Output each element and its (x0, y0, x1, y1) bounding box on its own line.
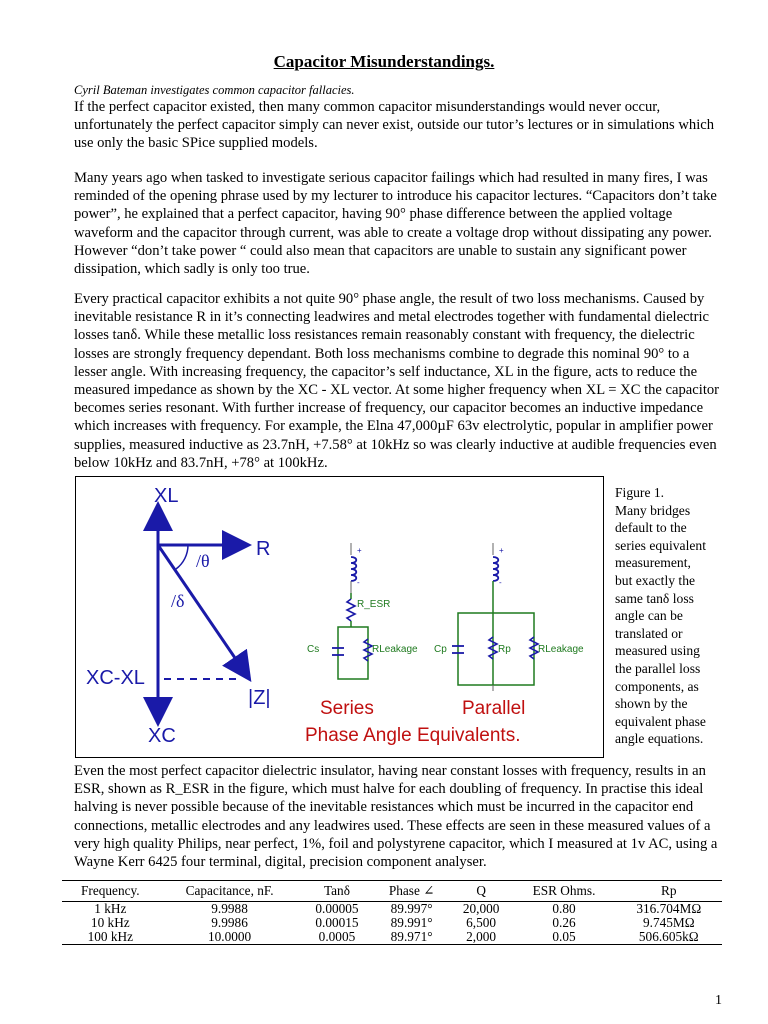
label-rleakage-series: RLeakage (372, 644, 418, 655)
label-xl: XL (154, 485, 179, 507)
caption-line: equivalent phase (615, 713, 706, 729)
col-capacitance: Capacitance, nF. (159, 881, 301, 902)
table-cell: 89.971° (373, 930, 449, 945)
col-esr: ESR Ohms. (512, 881, 615, 902)
label-parallel: Parallel (462, 698, 526, 719)
table-cell: 316.704MΩ (636, 901, 702, 916)
caption-line: angle can be (615, 608, 683, 624)
label-rp: Rp (498, 644, 511, 655)
caption-line: measured using (615, 643, 700, 659)
table-cell: 0.0005 (301, 930, 374, 945)
table-cell: 20,000 (462, 901, 500, 916)
measurement-table (62, 880, 722, 945)
caption-line: shown by the (615, 696, 688, 712)
caption-line: but exactly the (615, 572, 696, 588)
col-frequency: Frequency. (62, 881, 159, 902)
table-cell: 0.00005 (315, 901, 359, 916)
col-rp: Rp (616, 881, 722, 902)
series-circuit (332, 543, 372, 679)
parallel-minus: - (499, 578, 502, 587)
caption-line: measurement, (615, 555, 691, 571)
label-xcxl: XC-XL (86, 667, 145, 689)
table-cell: 10 kHz (90, 915, 130, 930)
series-minus: - (357, 578, 360, 587)
caption-line: components, as (615, 678, 699, 694)
figure-caption (615, 484, 730, 748)
table-cell: 0.26 (552, 915, 576, 930)
table-row (62, 930, 722, 945)
table-cell: 0.00015 (315, 915, 359, 930)
label-theta: /θ (196, 551, 210, 571)
caption-line: translated or (615, 625, 683, 641)
table-cell: 9.9986 (211, 915, 248, 930)
parallel-plus: + (499, 546, 504, 555)
table-header-row (62, 881, 722, 902)
label-phase-angle-equivalents: Phase Angle Equivalents. (305, 725, 521, 746)
table-cell: 100 kHz (62, 930, 159, 945)
table-cell: 9.745MΩ (642, 915, 695, 930)
series-plus: + (357, 546, 362, 555)
caption-line: default to the (615, 520, 687, 536)
parallel-circuit (452, 543, 538, 691)
page-number: 1 (715, 993, 722, 1008)
byline: Cyril Bateman investigates common capacitor fallacies. (74, 83, 355, 97)
caption-line: angle equations. (615, 731, 704, 747)
table-cell: 0.80 (552, 901, 576, 916)
caption-line: series equivalent (615, 537, 706, 553)
page-title: Capacitor Misunderstandings. (273, 52, 495, 71)
label-series: Series (320, 698, 374, 719)
label-cs: Cs (307, 644, 320, 655)
caption-line: the parallel loss (615, 660, 701, 676)
table-cell: 9.9988 (211, 901, 248, 916)
label-cp: Cp (434, 644, 447, 655)
label-r: R (256, 538, 271, 560)
col-q: Q (450, 881, 513, 902)
paragraph: Every practical capacitor exhibits a not quite 90° phase angle, the result of two loss mechanisms. Caused by inevitable resistance R in it’s connecting leadwires and metal electrodes together with fundamental dielectric losses tanδ. While these metallic loss resistances remain reasonably constant with frequency, the dielectric losses are strongly frequency dependant. Both loss mechanisms combine to degrade this nominal 90° to a lesser angle. With increasing frequency, the capacitor’s self inductance, XL in the figure, acts to reduce the measured impedance as shown by the XC - XL vector. At some higher frequency when XL = XC the capacitor becomes series resonant. With further increase of frequency, our capacitor becomes an inductive impedance which increases with frequency. For example, the Elna 47,000µF 63v electrolytic, popular in amplifier power supplies, measured inductive as 23.7nH, +7.58° at 10kHz so was clearly inductive at audible frequencies even below 10kHz and 83.7nH, +78° at 100kHz. (74, 291, 720, 471)
table-cell: 6,500 (466, 915, 497, 930)
paragraph: Even the most perfect capacitor dielectric insulator, having near constant losses with frequency, results in an ESR, shown as R_ESR in the figure, which must halve for each doubling of frequency. In practise this ideal halving is never possible because of the inevitable resistances which must be incurred in the capacitor end connections, metallic electrodes and any leadwires used. These effects are seen in these measured values of a very high quality Philips, near perfect, 1%, foil and polystyrene capacitor, which I measured at 1v AC, using a Wayne Kerr 6425 four terminal, digital, precision component analyser. (74, 763, 718, 871)
label-z: |Z| (248, 687, 271, 709)
table-cell: 10.0000 (159, 930, 301, 945)
phase-diagram (76, 477, 605, 759)
caption-line: same tanδ loss (615, 590, 694, 606)
paragraph: Many years ago when tasked to investigate serious capacitor failings which had resulted in many fires, I was reminded of the opening phrase used by my lecturer to introduce his capacitor lectures. “Capacitors don’t take power”, he explained that a perfect capacitor, having 90° phase difference between the applied voltage waveform and the capacitor through current, was able to create a voltage drop without dissipating any power. However “don’t take power “ could also mean that capacitors are unable to sustain any significant power dissipation, which sadly is only too true. (74, 170, 717, 278)
figure-1 (75, 476, 604, 758)
caption-line: Figure 1. (615, 485, 665, 500)
table-cell: 1 kHz (94, 901, 127, 916)
table-cell: 506.605kΩ (616, 930, 722, 945)
table-row (62, 916, 722, 930)
table-cell: 89.991° (390, 915, 433, 930)
paragraph: If the perfect capacitor existed, then many common capacitor misunderstandings would never occur, unfortunately the perfect capacitor simply can never exist, outside our tutor’s lectures or in simulations which use only the basic SPice supplied models. (74, 99, 715, 152)
table-cell: 0.05 (512, 930, 615, 945)
col-tandelta: Tanδ (301, 881, 374, 902)
table-cell: 2,000 (450, 930, 513, 945)
label-delta: /δ (171, 591, 185, 611)
theta-arc (176, 545, 188, 569)
caption-line: Many bridges (615, 502, 691, 518)
label-resr: R_ESR (357, 599, 391, 610)
label-xc: XC (148, 725, 176, 747)
col-phase: Phase ∠ (373, 881, 449, 902)
table-cell: 89.997° (390, 901, 433, 916)
label-rleakage-parallel: RLeakage (538, 644, 584, 655)
table-row (62, 902, 722, 917)
